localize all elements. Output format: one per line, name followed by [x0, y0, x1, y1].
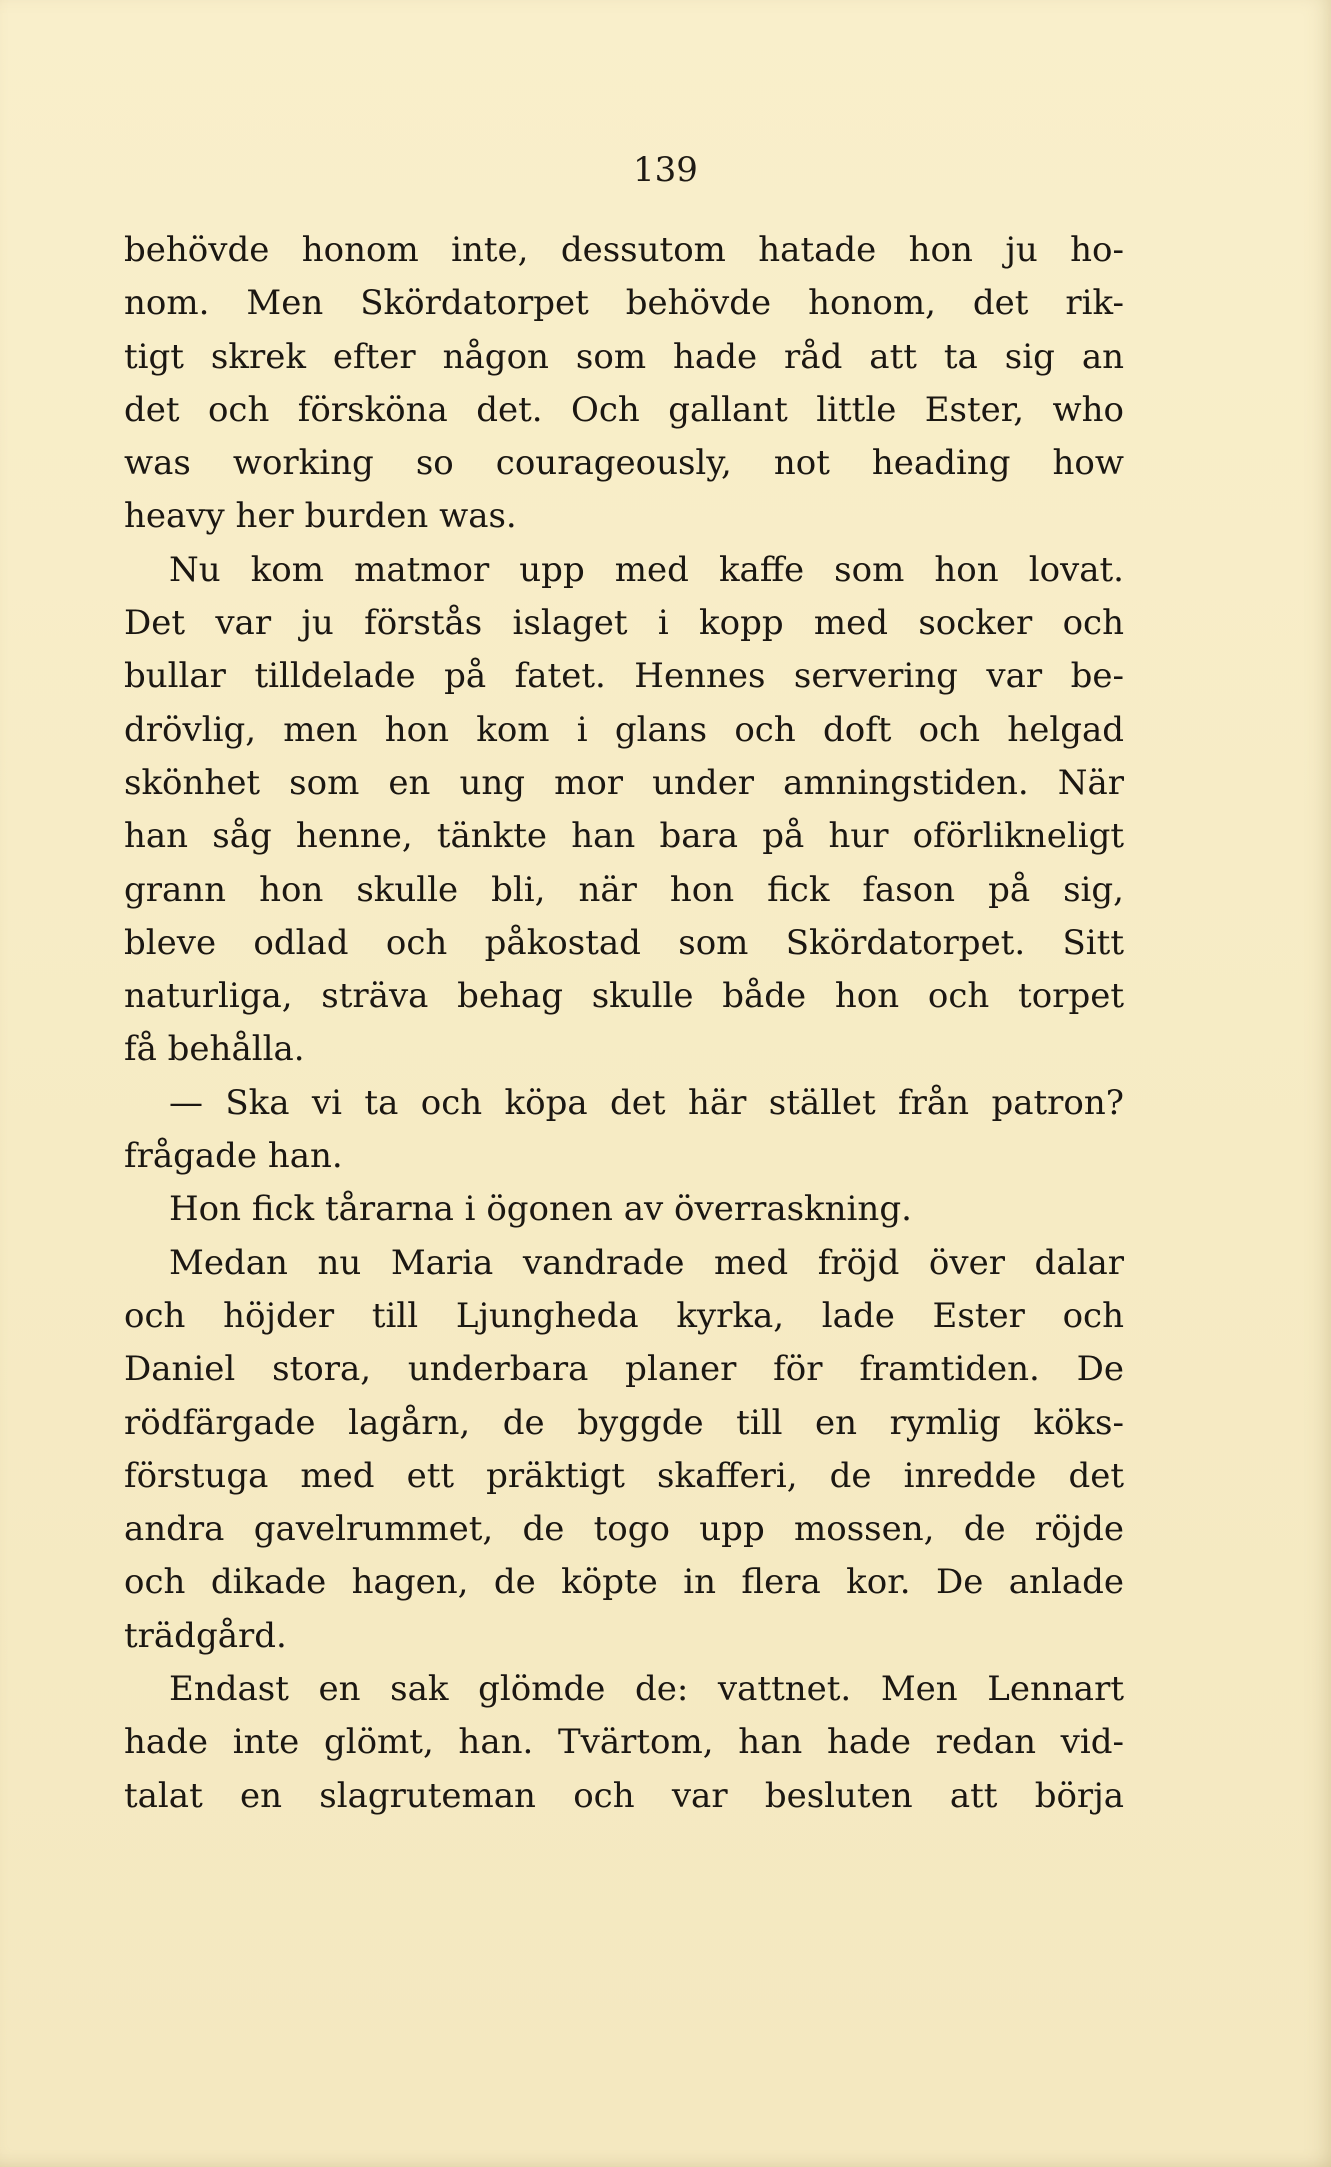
text-line: grann hon skulle bli, när hon fick fason på sig,	[124, 869, 1124, 910]
text-line: Det var ju förstås islaget i kopp med socker och	[124, 603, 1124, 644]
text-line: behövde honom inte, dessutom hatade hon ju ho-	[124, 230, 1124, 270]
text-line: naturliga, sträva behag skulle både hon och torpet	[124, 976, 1124, 1017]
text-line: heavy her burden was.	[124, 496, 517, 537]
text-line: hade inte glömt, han. Tvärtom, han hade redan vid-	[124, 1722, 1124, 1763]
text-line: Endast en sak glömde de: vattnet. Men Lennart	[169, 1669, 1124, 1710]
text-line: trädgård.	[124, 1615, 287, 1656]
text-line: Hon fick tårarna i ögonen av överraskning.	[169, 1189, 912, 1230]
text-line: förstuga med ett präktigt skafferi, de inredde det	[124, 1455, 1124, 1496]
text-line: han såg henne, tänkte han bara på hur oförlikneligt	[124, 816, 1124, 857]
text-line: Daniel stora, underbara planer för framtiden. De	[124, 1349, 1124, 1390]
text-line: andra gavelrummet, de togo upp mossen, de röjde	[124, 1509, 1124, 1550]
text-line: was working so courageously, not heading how	[124, 443, 1124, 484]
text-line: frågade han.	[124, 1136, 343, 1177]
text-line: och höjder till Ljungheda kyrka, lade Ester och	[124, 1295, 1124, 1336]
body-text	[124, 224, 1124, 1823]
text-line: nom. Men Skördatorpet behövde honom, det rik-	[124, 283, 1124, 324]
text-line: rödfärgade lagårn, de byggde till en rymlig köks-	[124, 1402, 1124, 1443]
text-line: bleve odlad och påkostad som Skördatorpet. Sitt	[124, 922, 1124, 963]
text-line: Nu kom matmor upp med kaffe som hon lovat.	[169, 549, 1124, 590]
page-number: 139	[633, 150, 698, 190]
text-line: talat en slagruteman och var besluten att börja	[124, 1775, 1124, 1816]
text-line: drövlig, men hon kom i glans och doft och helgad	[124, 709, 1124, 750]
text-line: tigt skrek efter någon som hade råd att ta sig an	[124, 336, 1124, 377]
text-line: bullar tilldelade på fatet. Hennes servering var be-	[124, 656, 1124, 697]
text-line: få behålla.	[124, 1029, 305, 1070]
text-line: — Ska vi ta och köpa det här stället från patron?	[169, 1082, 1124, 1123]
text-line: det och försköna det. Och gallant little Ester, who	[124, 389, 1124, 430]
text-line: skönhet som en ung mor under amningstiden. När	[124, 762, 1124, 803]
text-line: Medan nu Maria vandrade med fröjd över dalar	[169, 1242, 1124, 1283]
text-line: och dikade hagen, de köpte in flera kor. De anlade	[124, 1562, 1124, 1603]
